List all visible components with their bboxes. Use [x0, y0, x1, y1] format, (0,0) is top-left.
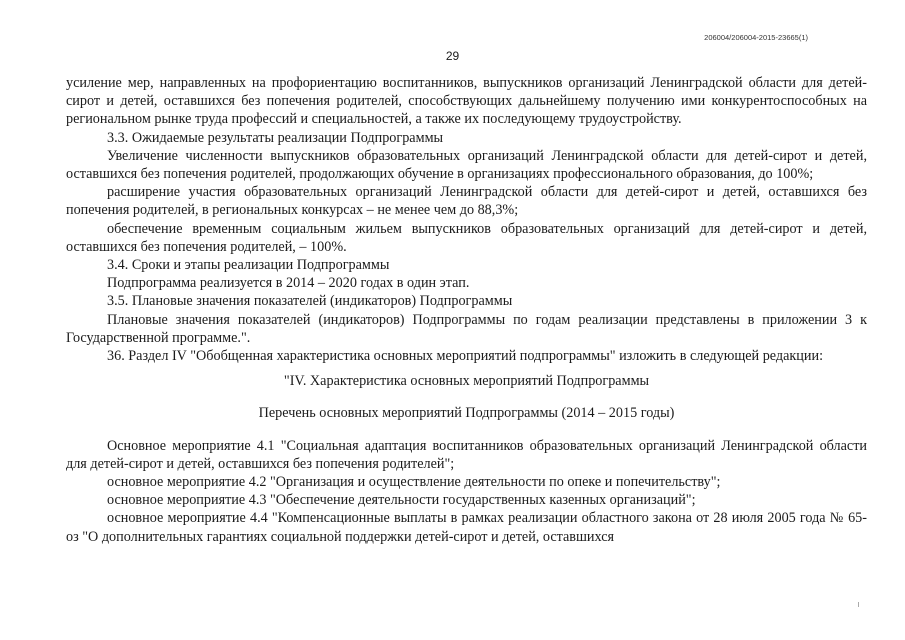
paragraph: 36. Раздел IV "Обобщенная характеристика основных мероприятий подпрограммы" изложить в следующей редакции: [107, 348, 824, 365]
list-item: основное мероприятие 4.3 "Обеспечение деятельности государственных казенных организаций"; [107, 492, 696, 509]
paragraph: обеспечение временным социальным жильем выпускников образовательных организаций для детей-сирот и детей, оставшихся без попечения родителей, – 100%. [66, 220, 867, 255]
list-title: Перечень основных мероприятий Подпрограммы (2014 – 2015 годы) [258, 405, 675, 422]
paragraph: Плановые значения показателей (индикаторов) Подпрограммы по годам реализации представлены в приложении 3 к Государственной программе.". [66, 311, 867, 346]
scan-mark [858, 602, 859, 607]
document-id: 206004/206004-2015-23665(1) [704, 33, 808, 42]
list-item: основное мероприятие 4.2 "Организация и осуществление деятельности по опеке и попечительству"; [107, 474, 721, 491]
section-heading: 3.3. Ожидаемые результаты реализации Подпрограммы [107, 129, 444, 146]
section-title: "IV. Характеристика основных мероприятий Подпрограммы [283, 373, 650, 390]
page-number: 29 [445, 49, 460, 63]
paragraph: расширение участия образовательных организаций Ленинградской области для детей-сирот и детей, оставшихся без попечения родителей, в региональных конкурсах – не менее чем до 88,3%; [66, 184, 867, 219]
list-item: основное мероприятие 4.4 "Компенсационные выплаты в рамках реализации областного закона от 28 июля 2005 года № 65-оз "О дополнительных гарантиях социальной поддержки детей-сирот и детей, оставшихся [66, 510, 867, 545]
section-heading: 3.4. Сроки и этапы реализации Подпрограммы [107, 257, 390, 274]
section-heading: 3.5. Плановые значения показателей (индикаторов) Подпрограммы [107, 293, 513, 310]
document-body [66, 74, 867, 546]
list-item: Основное мероприятие 4.1 "Социальная адаптация воспитанников образовательных организаций Ленинградской области для детей-сирот и детей, оставшихся без попечения родителей"; [66, 437, 867, 472]
paragraph: Подпрограмма реализуется в 2014 – 2020 годах в один этап. [107, 275, 470, 292]
paragraph: Увеличение численности выпускников образовательных организаций Ленинградской области для детей-сирот и детей, оставшихся без попечения родителей, продолжающих обучение в организациях профессионального образования, до 100%; [66, 147, 867, 183]
paragraph: усиление мер, направленных на профориентацию воспитанников, выпускников организаций Ленинградской области для детей-сирот и детей, оставшихся без попечения родителей, способствующих дальнейшему получению ими конкурентоспособных на региональном рынке труда профессий и специальностей, а также их последующему трудоустройству. [66, 75, 867, 128]
